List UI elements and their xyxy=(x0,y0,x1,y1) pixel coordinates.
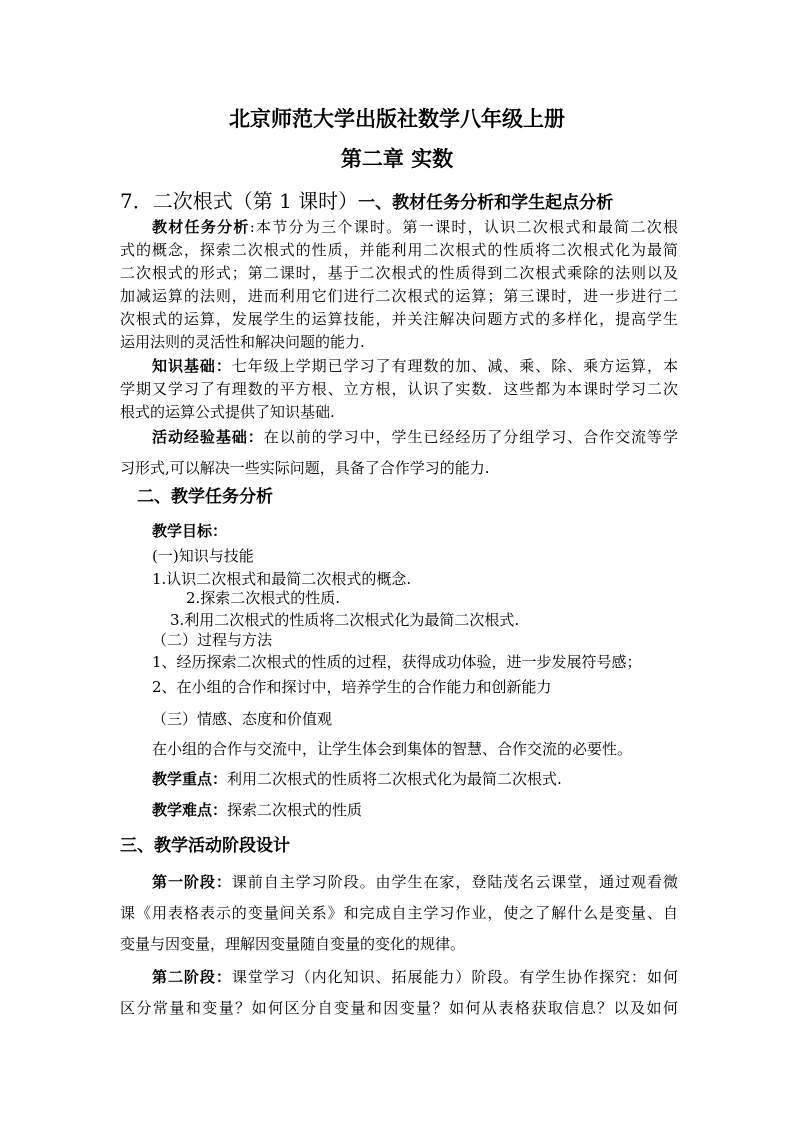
chapter-title: 第二章 实数 xyxy=(340,146,454,171)
section3-heading: 三、教学活动阶段设计 xyxy=(120,836,290,856)
stage2-label: 第二阶段： xyxy=(152,968,232,986)
goals-label: 教学目标： xyxy=(152,522,228,540)
emotion-text: 在小组的合作与交流中，让学生体会到集体的智慧、合作交流的必要性。 xyxy=(152,740,633,758)
lesson-title: 7．二次根式（第 1 课时） xyxy=(120,189,359,213)
section1-heading: 一、教材任务分析和学生起点分析 xyxy=(358,193,614,213)
process-method-heading: （二）过程与方法 xyxy=(152,631,273,649)
difficulty-point: 教学难点：探索二次根式的性质 xyxy=(152,801,363,819)
emotion-heading: （三）情感、态度和价值观 xyxy=(152,710,333,728)
knowledge-label: 知识基础： xyxy=(152,357,232,375)
goal-3: 3.利用二次根式的性质将二次根式化为最简二次根式. xyxy=(170,611,520,629)
experience-label: 活动经验基础： xyxy=(152,428,264,446)
key-point: 教学重点：利用二次根式的性质将二次根式化为最简二次根式. xyxy=(152,770,562,788)
experience-line-1: 活动经验基础：在以前的学习中，学生已经经历了分组学习、合作交流等学 xyxy=(152,428,678,446)
knowledge-line-3: 根式的运算公式提供了知识基础. xyxy=(120,403,335,421)
difficulty-label: 教学难点： xyxy=(152,801,228,819)
task-analysis-line-2: 式的概念，探索二次根式的性质，并能利用二次根式的性质将二次根式化为最简 xyxy=(120,241,678,259)
task-analysis-line-1: 教材任务分析:本节分为三个课时。第一课时，认识二次根式和最简二次根 xyxy=(152,218,678,236)
stage1-label: 第一阶段： xyxy=(152,873,232,891)
goal-1: 1.认识二次根式和最简二次根式的概念. xyxy=(152,570,412,588)
task-analysis-label: 教材任务分析 xyxy=(152,218,250,236)
process-1: 1、经历探索二次根式的性质的过程，获得成功体验，进一步发展符号感； xyxy=(152,653,642,671)
stage2-line-2: 区分常量和变量？如何区分自变量和因变量？如何从表格获取信息？以及如何 xyxy=(120,999,678,1017)
stage2-line-1: 第二阶段：课堂学习（内化知识、拓展能力）阶段。有学生协作探究：如何 xyxy=(152,968,678,986)
task-analysis-line-3: 二次根式的形式；第二课时，基于二次根式的性质得到二次根式乘除的法则以及 xyxy=(120,264,678,282)
stage1-line-3: 变量与因变量，理解因变量随自变量的变化的规律。 xyxy=(120,935,466,953)
lesson-heading xyxy=(120,187,613,217)
stage1-line-1: 第一阶段：课前自主学习阶段。由学生在家，登陆茂名云课堂，通过观看微 xyxy=(152,873,678,891)
task-analysis-line-4: 加减运算的法则，进而利用它们进行二次根式的运算；第三课时，进一步进行二 xyxy=(120,287,678,305)
experience-line-2: 习形式,可以解决一些实际问题，具备了合作学习的能力. xyxy=(120,459,490,477)
knowledge-line-1: 知识基础：七年级上学期已学习了有理数的加、减、乘、除、乘方运算，本 xyxy=(152,357,678,375)
knowledge-line-2: 学期又学习了有理数的平方根、立方根，认识了实数．这些都为本课时学习二次 xyxy=(120,380,678,398)
section2-heading: 二、教学任务分析 xyxy=(137,487,273,507)
book-title: 北京师范大学出版社数学八年级上册 xyxy=(229,106,565,131)
task-analysis-line-5: 次根式的运算，发展学生的运算技能，并关注解决问题方式的多样化，提高学生 xyxy=(120,310,678,328)
goal-2: 2.探索二次根式的性质. xyxy=(186,589,341,607)
task-analysis-line-6: 运用法则的灵活性和解决问题的能力. xyxy=(120,333,365,351)
knowledge-skill-heading: (一)知识与技能 xyxy=(152,547,254,565)
key-point-label: 教学重点： xyxy=(152,770,228,788)
process-2: 2、在小组的合作和探讨中，培养学生的合作能力和创新能力 xyxy=(152,678,552,696)
stage1-line-2: 课《用表格表示的变量间关系》和完成自主学习作业，使之了解什么是变量、自 xyxy=(120,904,678,922)
